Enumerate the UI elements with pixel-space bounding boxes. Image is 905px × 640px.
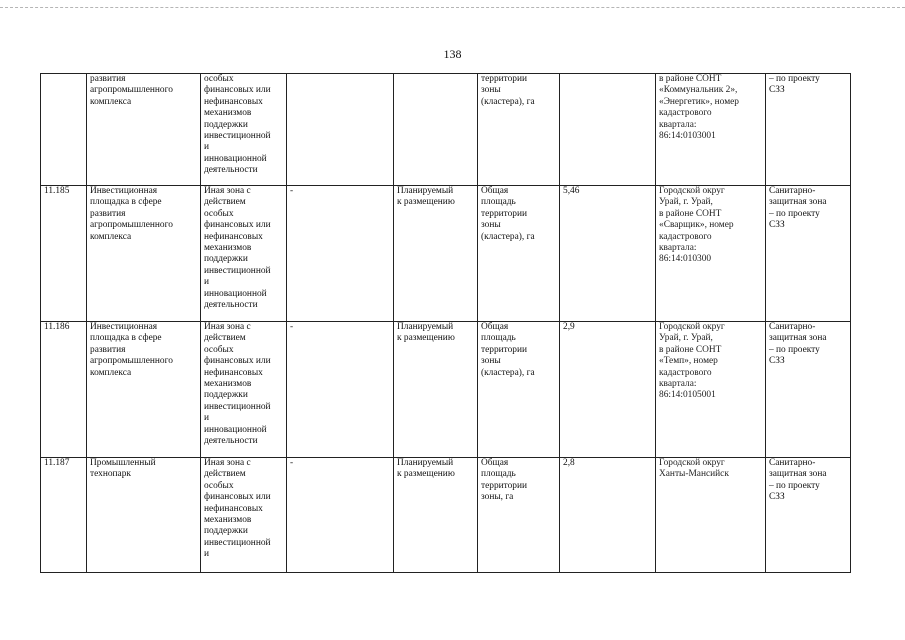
cell-line: действием <box>204 197 246 208</box>
cell-line: развития <box>90 208 126 219</box>
cell-text: - <box>290 322 294 332</box>
cell-line: зоны <box>481 356 501 367</box>
location-cell <box>656 186 766 322</box>
cell-text: 11.187 <box>44 458 70 468</box>
cell-line: Урай, г. Урай, <box>659 197 713 208</box>
location-cell <box>656 322 766 458</box>
cell-line: зоны <box>481 85 501 96</box>
cell-line: территории <box>481 344 528 355</box>
cell-line: механизмов <box>204 243 252 254</box>
cell-line: инвестиционной <box>204 401 271 412</box>
status-cell <box>394 186 478 322</box>
cell-line: Санитарно- <box>769 322 816 332</box>
cell-line: площадка в сфере <box>90 333 162 344</box>
cell-line: зоны <box>481 220 501 231</box>
cell-line: инновационной <box>204 288 267 299</box>
cell-line: – по проекту <box>769 480 820 491</box>
cell-text: 2,8 <box>563 458 575 468</box>
cell-line: механизмов <box>204 379 252 390</box>
cell-line: кадастрового <box>659 108 712 119</box>
cell-line: защитная зона <box>769 333 827 344</box>
cell-line: площадка в сфере <box>90 197 162 208</box>
cell-line: 86:14:0103001 <box>659 131 716 142</box>
cell-line: Планируемый <box>397 322 454 332</box>
purpose-cell <box>287 74 394 186</box>
cell-line: действием <box>204 469 246 480</box>
scan-edge-line <box>0 7 905 8</box>
cell-line: инвестиционной <box>204 537 271 548</box>
cell-line: и <box>204 413 210 424</box>
cell-line: площадь <box>481 469 516 480</box>
parameter-cell <box>478 186 560 322</box>
cell-line: Иная зона с <box>204 186 251 196</box>
restriction-cell <box>766 322 851 458</box>
cell-line: инвестиционной <box>204 265 271 276</box>
row-number-cell <box>41 186 87 322</box>
cell-line: нефинансовых <box>204 367 263 378</box>
cell-line: Инвестиционная <box>90 186 158 196</box>
cell-line: Иная зона с <box>204 458 251 468</box>
cell-line: инвестиционной <box>204 131 271 142</box>
cell-line: и <box>204 142 210 153</box>
purpose-cell <box>287 186 394 322</box>
cell-line: поддержки <box>204 526 248 537</box>
zone-type-cell <box>201 322 287 458</box>
cell-line: Общая <box>481 458 509 468</box>
cell-line: особых <box>204 480 234 491</box>
cell-line: деятельности <box>204 300 258 311</box>
cell-line: к размещению <box>397 197 455 208</box>
cell-line: Санитарно- <box>769 458 816 468</box>
restriction-cell <box>766 458 851 573</box>
cell-line: технопарк <box>90 469 131 480</box>
cell-line: к размещению <box>397 469 455 480</box>
cell-line: территории <box>481 74 528 84</box>
purpose-cell <box>287 458 394 573</box>
location-cell <box>656 458 766 573</box>
cell-line: инновационной <box>204 153 267 164</box>
cell-line: площадь <box>481 333 516 344</box>
zone-type-cell <box>201 74 287 186</box>
cell-line: финансовых или <box>204 492 271 503</box>
cell-text: - <box>290 458 294 468</box>
cell-line: финансовых или <box>204 356 271 367</box>
cell-line: квартала: <box>659 119 697 130</box>
cell-line: деятельности <box>204 165 258 176</box>
cell-line: защитная зона <box>769 197 827 208</box>
cell-line: территории <box>481 208 528 219</box>
cell-line: квартала: <box>659 243 697 254</box>
cell-line: СЗЗ <box>769 85 785 96</box>
value-cell <box>560 74 656 186</box>
cell-line: территории <box>481 480 528 491</box>
cell-line: и <box>204 277 210 288</box>
cell-line: финансовых или <box>204 220 271 231</box>
cell-line: Городской округ <box>659 458 725 468</box>
cell-line: – по проекту <box>769 74 820 84</box>
object-name-cell <box>87 458 201 573</box>
cell-line: нефинансовых <box>204 503 263 514</box>
cell-line: комплекса <box>90 231 132 242</box>
parameter-cell <box>478 458 560 573</box>
cell-line: СЗЗ <box>769 492 785 503</box>
cell-line: СЗЗ <box>769 356 785 367</box>
cell-line: (кластера), га <box>481 231 535 242</box>
cell-line: нефинансовых <box>204 231 263 242</box>
object-name-cell <box>87 322 201 458</box>
cell-line: Инвестиционная <box>90 322 158 332</box>
object-name-cell <box>87 186 201 322</box>
cell-line: Планируемый <box>397 186 454 196</box>
cell-text: 11.186 <box>44 322 70 332</box>
cell-line: действием <box>204 333 246 344</box>
cell-text: - <box>290 186 294 196</box>
cell-line: развития <box>90 74 126 84</box>
cell-line: агропромышленного <box>90 85 173 96</box>
cell-line: «Коммунальник 2», <box>659 85 738 96</box>
status-cell <box>394 322 478 458</box>
value-cell <box>560 322 656 458</box>
cell-line: деятельности <box>204 436 258 447</box>
cell-text: 2,9 <box>563 322 575 332</box>
cell-line: «Энергетик», номер <box>659 96 739 107</box>
cell-line: в районе СОНТ <box>659 344 722 355</box>
zones-table <box>40 73 851 573</box>
restriction-cell <box>766 186 851 322</box>
cell-line: особых <box>204 74 234 84</box>
cell-line: квартала: <box>659 379 697 390</box>
cell-line: Ханты-Мансийск <box>659 469 729 480</box>
cell-line: 86:14:0105001 <box>659 390 716 401</box>
cell-line: СЗЗ <box>769 220 785 231</box>
status-cell <box>394 74 478 186</box>
zone-type-cell <box>201 458 287 573</box>
cell-line: поддержки <box>204 254 248 265</box>
cell-line: особых <box>204 344 234 355</box>
cell-line: нефинансовых <box>204 96 263 107</box>
cell-line: Городской округ <box>659 186 725 196</box>
page-number: 138 <box>443 47 462 61</box>
cell-line: особых <box>204 208 234 219</box>
cell-line: защитная зона <box>769 469 827 480</box>
row-number-cell <box>41 74 87 186</box>
cell-line: Планируемый <box>397 458 454 468</box>
location-cell <box>656 74 766 186</box>
cell-line: поддержки <box>204 390 248 401</box>
table-row <box>41 74 851 186</box>
cell-line: Санитарно- <box>769 186 816 196</box>
cell-line: Общая <box>481 322 509 332</box>
cell-line: финансовых или <box>204 85 271 96</box>
cell-line: Городской округ <box>659 322 725 332</box>
cell-line: агропромышленного <box>90 220 173 231</box>
zone-type-cell <box>201 186 287 322</box>
cell-line: «Темп», номер <box>659 356 718 367</box>
value-cell <box>560 186 656 322</box>
cell-line: в районе СОНТ <box>659 208 722 219</box>
cell-line: комплекса <box>90 96 132 107</box>
cell-line: Общая <box>481 186 509 196</box>
cell-line: механизмов <box>204 108 252 119</box>
cell-line: Промышленный <box>90 458 156 468</box>
cell-line: комплекса <box>90 367 132 378</box>
parameter-cell <box>478 74 560 186</box>
cell-line: 86:14:010300 <box>659 254 712 265</box>
cell-line: площадь <box>481 197 516 208</box>
cell-line: поддержки <box>204 119 248 130</box>
cell-line: – по проекту <box>769 344 820 355</box>
cell-line: кадастрового <box>659 231 712 242</box>
cell-line: зоны, га <box>481 492 514 503</box>
parameter-cell <box>478 322 560 458</box>
cell-line: (кластера), га <box>481 367 535 378</box>
table-row <box>41 458 851 573</box>
cell-line: Иная зона с <box>204 322 251 332</box>
cell-line: развития <box>90 344 126 355</box>
cell-line: и <box>204 549 210 560</box>
cell-text: 11.185 <box>44 186 70 196</box>
cell-line: «Сварщик», номер <box>659 220 734 231</box>
cell-line: инновационной <box>204 424 267 435</box>
object-name-cell <box>87 74 201 186</box>
table-row <box>41 322 851 458</box>
cell-line: в районе СОНТ <box>659 74 722 84</box>
purpose-cell <box>287 322 394 458</box>
restriction-cell <box>766 74 851 186</box>
cell-line: кадастрового <box>659 367 712 378</box>
row-number-cell <box>41 458 87 573</box>
value-cell <box>560 458 656 573</box>
cell-line: агропромышленного <box>90 356 173 367</box>
cell-line: – по проекту <box>769 208 820 219</box>
cell-line: Урай, г. Урай, <box>659 333 713 344</box>
status-cell <box>394 458 478 573</box>
cell-text: 5,46 <box>563 186 580 196</box>
cell-line: механизмов <box>204 515 252 526</box>
cell-line: к размещению <box>397 333 455 344</box>
cell-line: (кластера), га <box>481 96 535 107</box>
row-number-cell <box>41 322 87 458</box>
table-row <box>41 186 851 322</box>
